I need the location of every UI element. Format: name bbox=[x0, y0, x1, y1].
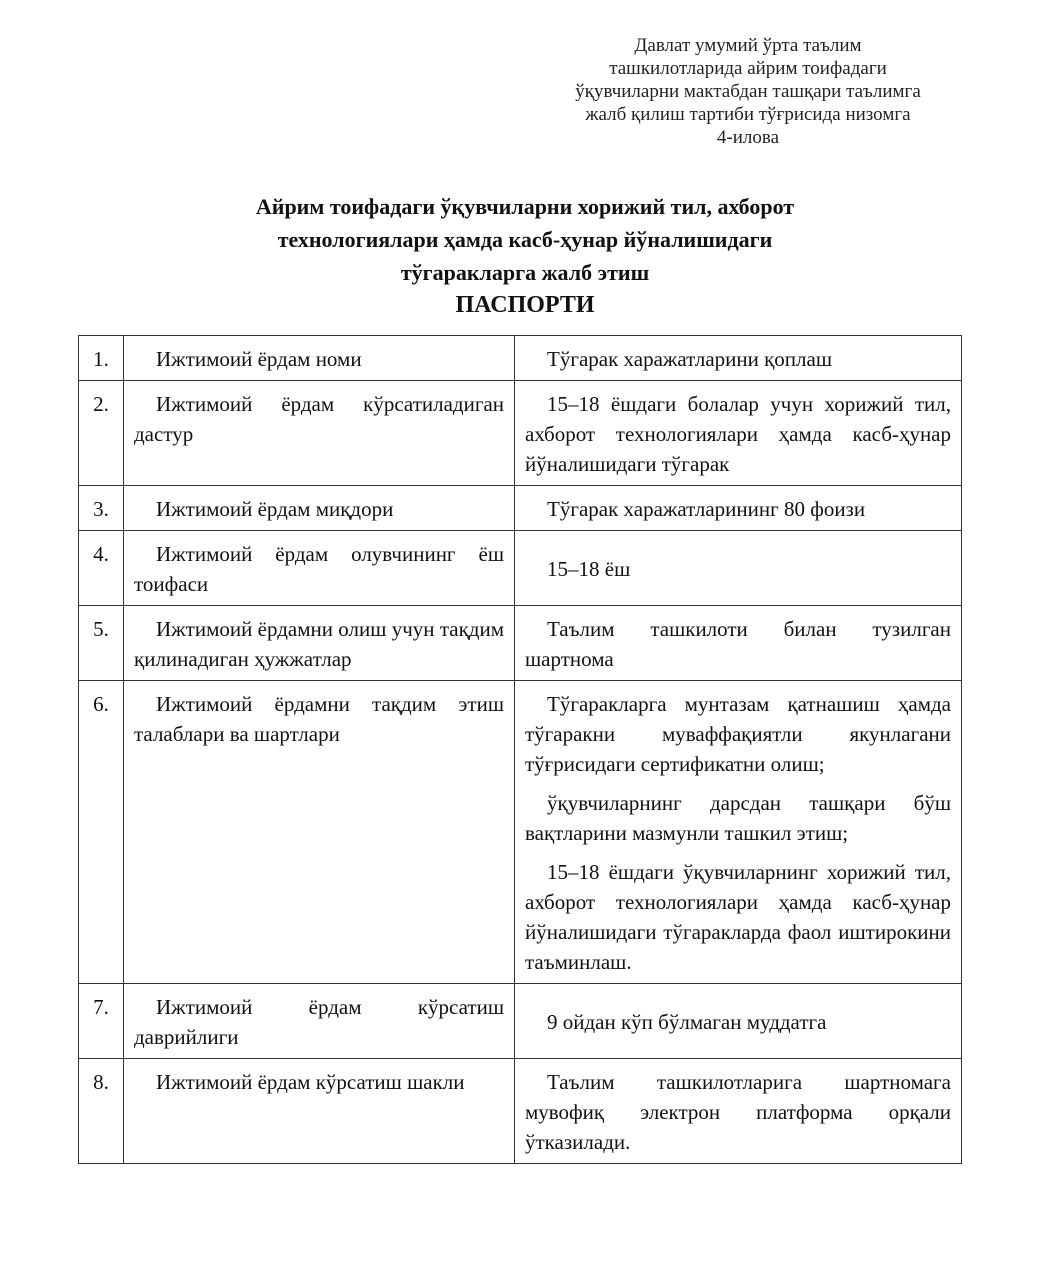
row-value-text: Таълим ташкилотларига шартномага мувофиқ электрон платформа орқали ўтказилади. bbox=[525, 1070, 951, 1154]
row-value bbox=[515, 531, 962, 606]
title-line: тўгаракларга жалб этиш bbox=[400, 260, 650, 285]
appendix-number: 4-илова bbox=[716, 127, 780, 148]
appendix-line: Давлат умумий ўрта таълим bbox=[634, 35, 862, 56]
row-value-text: Тўгарак харажатларининг 80 фоизи bbox=[547, 497, 866, 521]
row-number: 3. bbox=[79, 486, 124, 531]
row-number: 1. bbox=[79, 336, 124, 381]
row-value bbox=[515, 381, 962, 486]
appendix-line: ўқувчиларни мактабдан ташқари таълимга bbox=[575, 81, 921, 102]
table-row bbox=[79, 531, 962, 606]
row-number: 7. bbox=[79, 984, 124, 1059]
table-row bbox=[79, 381, 962, 486]
row-value bbox=[515, 486, 962, 531]
row-value-text: 15–18 ёш bbox=[547, 557, 631, 581]
row-value-text: 15–18 ёшдаги болалар учун хорижий тил, ахборот технологиялари ҳамда касб-ҳунар йўналишидаги тўгарак bbox=[525, 392, 951, 476]
row-value bbox=[515, 984, 962, 1059]
row-number: 5. bbox=[79, 606, 124, 681]
row-value-text: 15–18 ёшдаги ўқувчиларнинг хорижий тил, ахборот технологиялари ҳамда касб-ҳунар йўналишидаги тўгаракларда фаол иштирокини таъминлаш. bbox=[525, 860, 951, 974]
row-label: Ижтимоий ёрдам миқдори bbox=[124, 486, 515, 531]
table-row bbox=[79, 984, 962, 1059]
row-number: 8. bbox=[79, 1059, 124, 1164]
row-label: Ижтимоий ёрдам кўрсатиш шакли bbox=[124, 1059, 515, 1164]
row-value-text: Тўгарак харажатларини қоплаш bbox=[547, 347, 833, 371]
appendix-note bbox=[528, 34, 968, 149]
title-heading: ПАСПОРТИ bbox=[455, 292, 595, 318]
appendix-line: ташкилотларида айрим тоифадаги bbox=[609, 58, 887, 79]
row-label: Ижтимоий ёрдам кўрсатиладиган дастур bbox=[124, 381, 515, 486]
row-value bbox=[515, 1059, 962, 1164]
document-title bbox=[100, 190, 950, 322]
row-value-text: ўқувчиларнинг дарсдан ташқари бўш вақтларини мазмунли ташкил этиш; bbox=[525, 791, 951, 845]
row-value bbox=[515, 681, 962, 984]
row-value bbox=[515, 606, 962, 681]
passport-table bbox=[78, 335, 962, 1164]
row-value-text: 9 ойдан кўп бўлмаган муддатга bbox=[547, 1010, 827, 1034]
table-row bbox=[79, 1059, 962, 1164]
row-label: Ижтимоий ёрдам номи bbox=[124, 336, 515, 381]
row-value bbox=[515, 336, 962, 381]
row-label: Ижтимоий ёрдамни олиш учун тақдим қилинадиган ҳужжатлар bbox=[124, 606, 515, 681]
table-row bbox=[79, 486, 962, 531]
row-value-text: Таълим ташкилоти билан тузилган шартнома bbox=[525, 617, 951, 671]
table-row bbox=[79, 336, 962, 381]
row-label: Ижтимоий ёрдам кўрсатиш даврийлиги bbox=[124, 984, 515, 1059]
row-number: 4. bbox=[79, 531, 124, 606]
row-label: Ижтимоий ёрдамни тақдим этиш талаблари ва шартлари bbox=[124, 681, 515, 984]
title-line: технологиялари ҳамда касб-ҳунар йўналишидаги bbox=[277, 227, 773, 252]
table-row bbox=[79, 606, 962, 681]
row-number: 6. bbox=[79, 681, 124, 984]
title-line: Айрим тоифадаги ўқувчиларни хорижий тил, ахборот bbox=[255, 194, 795, 219]
row-label: Ижтимоий ёрдам олувчининг ёш тоифаси bbox=[124, 531, 515, 606]
row-number: 2. bbox=[79, 381, 124, 486]
appendix-line: жалб қилиш тартиби тўғрисида низомга bbox=[585, 104, 911, 125]
table-row bbox=[79, 681, 962, 984]
row-value-text: Тўгаракларга мунтазам қатнашиш ҳамда тўгаракни муваффақиятли якунлагани тўғрисидаги сертификатни олиш; bbox=[525, 692, 951, 776]
